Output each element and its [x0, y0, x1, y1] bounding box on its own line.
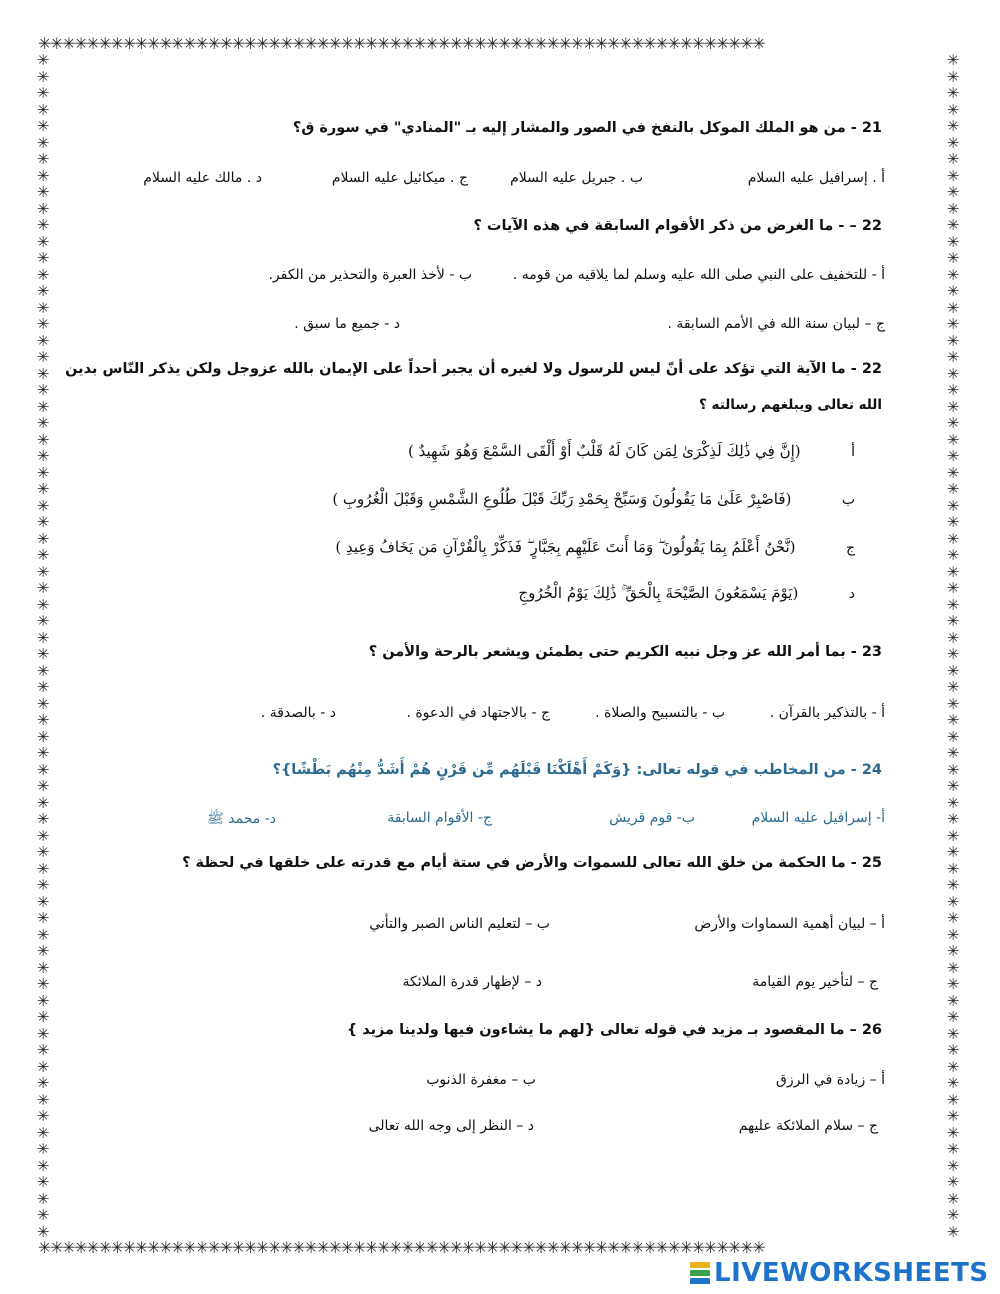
badge-bar-3 — [690, 1278, 710, 1284]
badge-bar-2 — [690, 1270, 710, 1276]
question-23 — [369, 644, 882, 660]
q25-option-d[interactable]: د – لإظهار قدرة الملائكة — [402, 974, 542, 990]
question-number: 22 — [861, 361, 882, 377]
q22b-option-b[interactable] — [332, 490, 855, 508]
q23-option-d[interactable]: د - بالصدقة . — [260, 705, 336, 721]
q26-option-c[interactable]: ج – سلام الملائكة عليهم — [738, 1118, 878, 1134]
q23-option-b[interactable]: ب - بالتسبيح والصلاة . — [595, 705, 725, 721]
q22b-option-a[interactable] — [408, 442, 855, 460]
question-22b-line1 — [65, 361, 882, 377]
option-letter: أ — [851, 444, 855, 460]
question-text: - من هو الملك الموكل بالنفخ في الصور والمشار إليه بـ "المنادي" في سورة ق؟ — [292, 120, 857, 136]
question-text: - من المخاطب في قوله تعالى: {وَكَمْ أَهْلَكْنَا قَبْلَهُم مِّن قَرْنٍ هُمْ أَشَدُّ مِنْهُم بَطْشًا}؟ — [272, 762, 857, 778]
q21-option-a[interactable]: أ . إسرافيل عليه السلام — [747, 170, 885, 186]
option-verse: (نَّحْنُ أَعْلَمُ بِمَا يَقُولُونَ ۖ وَمَا أَنتَ عَلَيْهِم بِجَبَّارٍ ۖ فَذَكِّرْ بِالْقُرْآنِ مَن يَخَافُ وَعِيدِ ) — [335, 538, 796, 556]
question-text: - ما الحكمة من خلق الله تعالى للسموات والأرض في ستة أيام مع قدرته على خلقها في لحظة ؟ — [182, 855, 857, 871]
border-top: ✳✳✳✳✳✳✳✳✳✳✳✳✳✳✳✳✳✳✳✳✳✳✳✳✳✳✳✳✳✳✳✳✳✳✳✳✳✳✳✳✳✳✳✳✳✳✳✳✳✳✳✳✳✳✳✳✳✳✳✳ — [38, 36, 765, 52]
question-number: 22 — [861, 218, 882, 234]
border-left: ✳✳✳✳✳✳✳✳✳✳✳✳✳✳✳✳✳✳✳✳✳✳✳✳✳✳✳✳✳✳✳✳✳✳✳✳✳✳✳✳✳✳✳✳✳✳✳✳✳✳✳✳✳✳✳✳✳✳✳✳✳✳✳✳✳✳✳✳✳✳✳✳ — [36, 52, 50, 1240]
q21-option-d[interactable]: د . مالك عليه السلام — [143, 170, 262, 186]
q21-option-c[interactable]: ج . ميكائيل عليه السلام — [331, 170, 468, 186]
q22b-option-d[interactable] — [518, 584, 855, 602]
liveworksheets-logo — [690, 1258, 989, 1288]
q24-option-a[interactable]: أ- إسرافيل عليه السلام — [751, 810, 885, 826]
q22a-option-b[interactable]: ب - لأخذ العبرة والتحذير من الكفر. — [268, 267, 472, 283]
question-number: 25 — [861, 855, 882, 871]
border-bottom: ✳✳✳✳✳✳✳✳✳✳✳✳✳✳✳✳✳✳✳✳✳✳✳✳✳✳✳✳✳✳✳✳✳✳✳✳✳✳✳✳✳✳✳✳✳✳✳✳✳✳✳✳✳✳✳✳✳✳✳✳ — [38, 1240, 765, 1256]
q26-option-a[interactable]: أ – زيادة في الرزق — [775, 1072, 885, 1088]
q24-option-c[interactable]: ج- الأقوام السابقة — [387, 810, 492, 826]
question-text: - بما أمر الله عز وجل نبيه الكريم حتى يطمئن ويشعر بالرحة والأمن ؟ — [368, 644, 857, 660]
q26-option-b[interactable]: ب – مغفرة الذنوب — [426, 1072, 536, 1088]
border-right: ✳✳✳✳✳✳✳✳✳✳✳✳✳✳✳✳✳✳✳✳✳✳✳✳✳✳✳✳✳✳✳✳✳✳✳✳✳✳✳✳✳✳✳✳✳✳✳✳✳✳✳✳✳✳✳✳✳✳✳✳✳✳✳✳✳✳✳✳✳✳✳✳ — [946, 52, 960, 1240]
q21-option-b[interactable]: ب . جبريل عليه السلام — [510, 170, 643, 186]
question-text: – ما المقصود بـ مزيد في قوله تعالى {لهم ما يشاءون فيها ولدينا مزيد } — [346, 1022, 857, 1038]
q22a-option-c[interactable]: ج – لبيان سنة الله في الأمم السابقة . — [667, 316, 885, 332]
question-26 — [347, 1022, 882, 1038]
q22a-option-d[interactable]: د - جميع ما سبق . — [294, 316, 400, 332]
question-21 — [293, 120, 882, 136]
question-25 — [182, 855, 882, 871]
question-number: 24 — [861, 762, 882, 778]
q24-option-b[interactable]: ب- قوم قريش — [609, 810, 695, 826]
q25-option-c[interactable]: ج – لتأخير يوم القيامة — [752, 974, 878, 990]
q22a-option-a[interactable]: أ - للتخفيف على النبي صلى الله عليه وسلم لما يلاقيه من قومه . — [512, 267, 885, 283]
option-letter: د — [848, 586, 855, 602]
question-22b-line2: الله تعالى ويبلغهم رسالته ؟ — [699, 397, 882, 413]
option-verse: (إِنَّ فِي ذَٰلِكَ لَذِكْرَىٰ لِمَن كَانَ لَهُ قَلْبٌ أَوْ أَلْقَى السَّمْعَ وَهُوَ شَهِيدٌ ) — [407, 442, 801, 460]
question-number: 23 — [861, 644, 882, 660]
q25-option-b[interactable]: ب – لتعليم الناس الصبر والتأني — [369, 916, 550, 932]
option-letter: ج — [845, 540, 855, 556]
q25-option-a[interactable]: أ – لبيان أهمية السماوات والأرض — [694, 916, 885, 932]
question-22a — [473, 218, 882, 234]
question-text: - ما الآية التي تؤكد على أنّ ليس للرسول ولا لغيره أن يجبر أحداً على الإيمان بالله عزوجل ولكن يذكر النّاس بدين — [65, 361, 857, 377]
q22b-option-c[interactable] — [335, 538, 855, 556]
option-verse: (فَاصْبِرْ عَلَىٰ مَا يَقُولُونَ وَسَبِّحْ بِحَمْدِ رَبِّكَ قَبْلَ طُلُوعِ الشَّمْسِ وَقَبْلَ الْغُرُوبِ ) — [332, 490, 792, 508]
q23-option-c[interactable]: ج - بالاجتهاد في الدعوة . — [406, 705, 550, 721]
option-verse: (يَوْمَ يَسْمَعُونَ الصَّيْحَةَ بِالْحَقِّ ۚ ذَٰلِكَ يَوْمُ الْخُرُوجِ — [518, 584, 799, 602]
q26-option-d[interactable]: د – النظر إلى وجه الله تعالى — [368, 1118, 534, 1134]
q23-option-a[interactable]: أ - بالتذكير بالقرآن . — [769, 705, 885, 721]
logo-text: LIVEWORKSHEETS — [714, 1258, 989, 1288]
q24-option-d[interactable]: د- محمد ﷺ — [206, 811, 276, 827]
option-letter: ب — [841, 492, 855, 508]
question-text: – - ما الغرض من ذكر الأقوام السابقة في هذه الآيات ؟ — [473, 218, 857, 234]
question-number: 26 — [861, 1022, 882, 1038]
badge-bar-1 — [690, 1262, 710, 1268]
question-number: 21 — [861, 120, 882, 136]
question-24 — [273, 762, 882, 778]
logo-badge-icon — [690, 1261, 710, 1285]
